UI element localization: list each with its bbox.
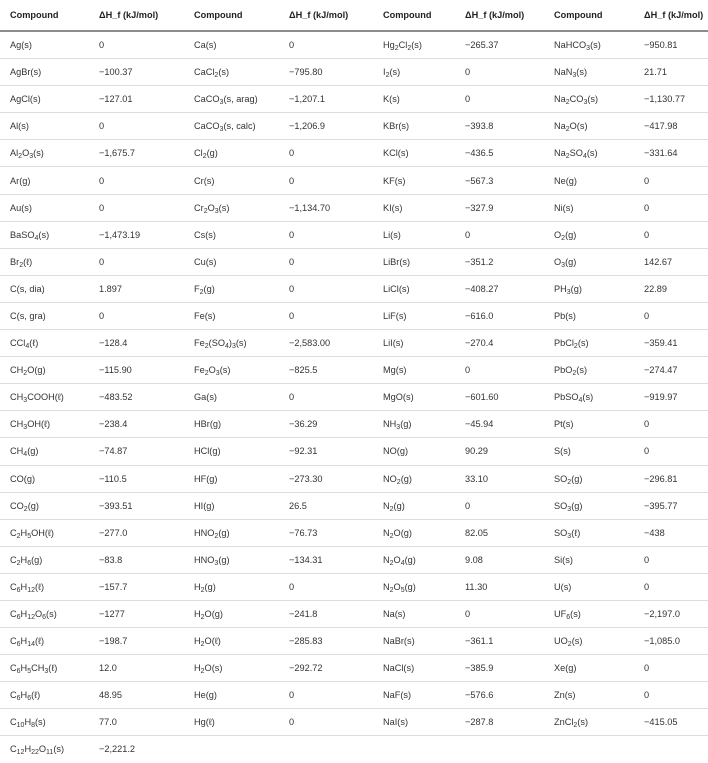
table-row: [0, 709, 708, 736]
compound-cell: Au(s): [0, 194, 89, 221]
compound-cell: AgBr(s): [0, 59, 89, 86]
compound-cell: $C_6H_6(\ell)$: [0, 682, 89, 709]
compound-cell: NaN$_3$(s): [544, 59, 634, 86]
enthalpy-cell: 22.89: [634, 275, 708, 302]
compound-cell: $C_6H_{12}O_6(s)$: [0, 600, 89, 627]
enthalpy-cell: −331.64: [634, 140, 708, 167]
enthalpy-cell: 0: [634, 546, 708, 573]
compound-cell: LiCl(s): [373, 275, 455, 302]
compound-cell: $N_2O_5(g)$: [373, 573, 455, 600]
enthalpy-cell: 0: [634, 194, 708, 221]
enthalpy-cell: −361.1: [455, 628, 544, 655]
table-row: [0, 330, 708, 357]
compound-cell: ZnCl$_2$(s): [544, 709, 634, 736]
enthalpy-cell: −417.98: [634, 113, 708, 140]
enthalpy-cell: 0: [89, 113, 184, 140]
enthalpy-cell: −327.9: [455, 194, 544, 221]
enthalpy-cell: 0: [279, 384, 373, 411]
enthalpy-cell: −395.77: [634, 492, 708, 519]
compound-cell: [373, 736, 455, 763]
enthalpy-column-header: ΔH_f (kJ/mol): [89, 0, 184, 31]
compound-cell: $F_2(g)$: [184, 275, 279, 302]
compound-column-header: Compound: [544, 0, 634, 31]
compound-cell: AgCl(s): [0, 86, 89, 113]
compound-cell: $O_3(g)$: [544, 248, 634, 275]
compound-cell: NaBr(s): [373, 628, 455, 655]
compound-cell: $Na_2CO_3(s)$: [544, 86, 634, 113]
enthalpy-cell: 0: [279, 31, 373, 59]
compound-cell: HBr(g): [184, 411, 279, 438]
compound-cell: $O_2(g)$: [544, 221, 634, 248]
enthalpy-cell: −2,221.2: [99, 744, 136, 755]
enthalpy-cell: 26.5: [279, 492, 373, 519]
enthalpy-cell: −274.47: [634, 357, 708, 384]
compound-cell: $Fe_2(SO_4)_3(s)$: [184, 330, 279, 357]
compound-cell: Al(s): [0, 113, 89, 140]
compound-cell: $Na_2O(s)$: [544, 113, 634, 140]
compound-cell: Pt(s): [544, 411, 634, 438]
enthalpy-cell: 0: [634, 682, 708, 709]
enthalpy-cell: 0: [279, 248, 373, 275]
compound-cell: CaCO$_3$(s, calc): [184, 113, 279, 140]
enthalpy-cell: 142.67: [634, 248, 708, 275]
compound-cell: $H_2O(s)$: [184, 655, 279, 682]
compound-cell: C(s, gra): [0, 302, 89, 329]
table-row: [0, 736, 708, 763]
compound-cell: Mg(s): [373, 357, 455, 384]
compound-cell: $Hg_2Cl_2(s)$: [373, 31, 455, 59]
compound-cell: Na(s): [373, 600, 455, 627]
table-row: [0, 167, 708, 194]
compound-cell: $CH_2O(g)$: [0, 357, 89, 384]
table-row: [0, 302, 708, 329]
table-body: [0, 31, 708, 763]
compound-cell: BaSO$_4$(s): [0, 221, 89, 248]
enthalpy-cell: −1,130.77: [634, 86, 708, 113]
compound-cell: [544, 736, 634, 763]
enthalpy-cell: 90.29: [455, 438, 544, 465]
enthalpy-cell: −359.41: [634, 330, 708, 357]
compound-cell: Si(s): [544, 546, 634, 573]
enthalpy-cell: −296.81: [634, 465, 708, 492]
table-row: [0, 600, 708, 627]
compound-cell: Pb(s): [544, 302, 634, 329]
enthalpy-cell: 0: [634, 221, 708, 248]
compound-cell: LiBr(s): [373, 248, 455, 275]
enthalpy-cell: −134.31: [279, 546, 373, 573]
enthalpy-cell: 9.08: [455, 546, 544, 573]
compound-cell: MgO(s): [373, 384, 455, 411]
compound-cell: $N_2(g)$: [373, 492, 455, 519]
enthalpy-cell: −393.51: [89, 492, 184, 519]
compound-cell: $NO_2(g)$: [373, 465, 455, 492]
enthalpy-cell: −76.73: [279, 519, 373, 546]
enthalpy-cell: 0: [455, 86, 544, 113]
enthalpy-cell: −287.8: [455, 709, 544, 736]
compound-cell: S(s): [544, 438, 634, 465]
compound-cell: $C_{12}H_{22}O_{11}(s)$: [10, 744, 65, 757]
enthalpy-cell: 0: [634, 573, 708, 600]
enthalpy-cell: −92.31: [279, 438, 373, 465]
compound-cell: $Cl_2(g)$: [184, 140, 279, 167]
enthalpy-cell: −277.0: [89, 519, 184, 546]
compound-cell: $Br_2(\ell)$: [0, 248, 89, 275]
enthalpy-cell: −919.97: [634, 384, 708, 411]
enthalpy-cell: −601.60: [455, 384, 544, 411]
compound-column-header: Compound: [0, 0, 89, 31]
compound-cell: $Cr_2O_3(s)$: [184, 194, 279, 221]
enthalpy-cell: [634, 736, 708, 763]
compound-cell: CO(g): [0, 465, 89, 492]
compound-cell: He(g): [184, 682, 279, 709]
compound-cell: HCl(g): [184, 438, 279, 465]
enthalpy-cell: −157.7: [89, 573, 184, 600]
enthalpy-cell: 11.30: [455, 573, 544, 600]
enthalpy-cell: 0: [279, 302, 373, 329]
compound-cell: Ne(g): [544, 167, 634, 194]
enthalpy-cell: −128.4: [89, 330, 184, 357]
enthalpy-cell: 0: [634, 411, 708, 438]
enthalpy-column-header: ΔH_f (kJ/mol): [279, 0, 373, 31]
compound-cell: $C_2H_6(g)$: [0, 546, 89, 573]
compound-cell: Cr(s): [184, 167, 279, 194]
enthalpy-cell: 0: [455, 357, 544, 384]
enthalpy-cell: 0: [455, 59, 544, 86]
table-row: [0, 438, 708, 465]
compound-cell: K(s): [373, 86, 455, 113]
compound-cell: C(s, dia): [0, 275, 89, 302]
table-row: [0, 31, 708, 59]
enthalpy-cell: −567.3: [455, 167, 544, 194]
table-row: [0, 248, 708, 275]
compound-cell: PbCl$_2$(s): [544, 330, 634, 357]
compound-cell: $H_2O(\ell)$: [184, 628, 279, 655]
enthalpy-cell: 0: [634, 438, 708, 465]
header-row: [0, 0, 708, 31]
compound-cell: $SO_3(g)$: [544, 492, 634, 519]
compound-cell: $PH_3(g)$: [544, 275, 634, 302]
compound-cell: $CH_4(g)$: [0, 438, 89, 465]
compound-cell: CCl$_4$(ℓ): [0, 330, 89, 357]
compound-cell: $CO_2(g)$: [0, 492, 89, 519]
enthalpy-cell: −2,197.0: [634, 600, 708, 627]
enthalpy-cell: 48.95: [89, 682, 184, 709]
compound-cell: KF(s): [373, 167, 455, 194]
enthalpy-cell: 0: [89, 31, 184, 59]
enthalpy-cell: 0: [279, 140, 373, 167]
enthalpy-cell: −36.29: [279, 411, 373, 438]
enthalpy-cell: −100.37: [89, 59, 184, 86]
enthalpy-cell: −393.8: [455, 113, 544, 140]
enthalpy-cell: −950.81: [634, 31, 708, 59]
enthalpy-column-header: ΔH_f (kJ/mol): [634, 0, 708, 31]
table-row: [0, 519, 708, 546]
compound-cell: Zn(s): [544, 682, 634, 709]
enthalpy-cell: −576.6: [455, 682, 544, 709]
compound-cell: $H_2O(g)$: [184, 600, 279, 627]
compound-cell: Ni(s): [544, 194, 634, 221]
compound-cell: Ag(s): [0, 31, 89, 59]
enthalpy-cell: −45.94: [455, 411, 544, 438]
compound-cell: HF(g): [184, 465, 279, 492]
table-header: [0, 0, 708, 31]
enthalpy-cell: −83.8: [89, 546, 184, 573]
table-row: [0, 275, 708, 302]
table-row: [0, 492, 708, 519]
compound-cell: PbSO$_4$(s): [544, 384, 634, 411]
compound-cell: $CH_3COOH(\ell)$: [0, 384, 89, 411]
enthalpy-cell: 0: [634, 302, 708, 329]
table-row: [0, 682, 708, 709]
enthalpy-cell: 0: [279, 167, 373, 194]
table-row: [0, 573, 708, 600]
compound-cell: Cs(s): [184, 221, 279, 248]
table-row: [0, 546, 708, 573]
enthalpy-cell: 0: [279, 682, 373, 709]
compound-cell: Ga(s): [184, 384, 279, 411]
enthalpy-cell: −198.7: [89, 628, 184, 655]
enthalpy-cell: 0: [279, 221, 373, 248]
table-row: [0, 384, 708, 411]
enthalpy-cell: −1,206.9: [279, 113, 373, 140]
compound-cell: Fe(s): [184, 302, 279, 329]
enthalpy-cell: [455, 736, 544, 763]
enthalpy-cell: 0: [89, 194, 184, 221]
compound-cell: $HNO_3(g)$: [184, 546, 279, 573]
enthalpy-cell: −273.30: [279, 465, 373, 492]
compound-column-header: Compound: [184, 0, 279, 31]
compound-cell: [184, 736, 279, 763]
enthalpy-cell: −616.0: [455, 302, 544, 329]
compound-cell: CaCO$_3$(s, arag): [184, 86, 279, 113]
enthalpy-cell: −292.72: [279, 655, 373, 682]
compound-cell: HI(g): [184, 492, 279, 519]
compound-cell: NaHCO$_3$(s): [544, 31, 634, 59]
table-row: [0, 86, 708, 113]
table-row: [0, 628, 708, 655]
enthalpy-cell: −2,583.00: [279, 330, 373, 357]
compound-cell: $N_2O_4(g)$: [373, 546, 455, 573]
compound-cell: $C_6H_{14}(\ell)$: [0, 628, 89, 655]
compound-cell: $C_6H_{12}(\ell)$: [0, 573, 89, 600]
enthalpy-cell: −265.37: [455, 31, 544, 59]
enthalpy-cell: 0: [455, 600, 544, 627]
enthalpy-cell: −1,207.1: [279, 86, 373, 113]
enthalpy-cell: 82.05: [455, 519, 544, 546]
compound-cell: Cu(s): [184, 248, 279, 275]
enthalpy-cell: 0: [279, 275, 373, 302]
enthalpy-cell: −1,675.7: [89, 140, 184, 167]
compound-cell: Hg(ℓ): [184, 709, 279, 736]
enthalpy-cell: 1.897: [89, 275, 184, 302]
enthalpy-cell: −825.5: [279, 357, 373, 384]
table-row: [0, 221, 708, 248]
compound-column-header: Compound: [373, 0, 455, 31]
enthalpy-cell: 12.0: [89, 655, 184, 682]
compound-cell: LiF(s): [373, 302, 455, 329]
compound-cell: PbO$_2$(s): [544, 357, 634, 384]
compound-cell: CaCl$_2$(s): [184, 59, 279, 86]
compound-cell: $I_2(s)$: [373, 59, 455, 86]
table-row: [0, 411, 708, 438]
compound-cell: Li(s): [373, 221, 455, 248]
enthalpy-cell: 0: [89, 248, 184, 275]
enthalpy-cell: −270.4: [455, 330, 544, 357]
compound-cell: NO(g): [373, 438, 455, 465]
compound-cell: NaCl(s): [373, 655, 455, 682]
enthalpy-cell: 0: [279, 709, 373, 736]
compound-cell: $N_2O(g)$: [373, 519, 455, 546]
compound-cell: LiI(s): [373, 330, 455, 357]
compound-cell: $UF_6(s)$: [544, 600, 634, 627]
compound-cell: $SO_3(\ell)$: [544, 519, 634, 546]
compound-cell: U(s): [544, 573, 634, 600]
enthalpy-cell: −415.05: [634, 709, 708, 736]
compound-cell: $H_2(g)$: [184, 573, 279, 600]
enthalpy-cell: 0: [634, 655, 708, 682]
table-row: [0, 194, 708, 221]
enthalpy-cell: −115.90: [89, 357, 184, 384]
compound-cell: Xe(g): [544, 655, 634, 682]
enthalpy-cell: −285.83: [279, 628, 373, 655]
compound-cell: $Fe_2O_3(s)$: [184, 357, 279, 384]
enthalpy-cell: −110.5: [89, 465, 184, 492]
compound-cell: $NH_3(g)$: [373, 411, 455, 438]
enthalpy-cell: 77.0: [89, 709, 184, 736]
compound-cell: Ca(s): [184, 31, 279, 59]
enthalpy-cell: −438: [634, 519, 708, 546]
enthalpy-cell: 0: [279, 573, 373, 600]
enthalpy-cell: −1277: [89, 600, 184, 627]
enthalpy-cell: 0: [455, 221, 544, 248]
table-row: [0, 357, 708, 384]
enthalpy-cell: −1,473.19: [89, 221, 184, 248]
compound-cell: $Na_2SO_4(s)$: [544, 140, 634, 167]
enthalpy-cell: −795.80: [279, 59, 373, 86]
compound-cell: Ar(g): [0, 167, 89, 194]
table-row: [0, 465, 708, 492]
enthalpy-cell: −74.87: [89, 438, 184, 465]
compound-cell: KI(s): [373, 194, 455, 221]
enthalpy-cell: 33.10: [455, 465, 544, 492]
table-row: [0, 59, 708, 86]
compound-cell: $C_6H_5CH_3(\ell)$: [0, 655, 89, 682]
enthalpy-cell: −483.52: [89, 384, 184, 411]
compound-cell: $C_2H_5OH(\ell)$: [0, 519, 89, 546]
table-row: [0, 655, 708, 682]
enthalpy-cell: −1,134.70: [279, 194, 373, 221]
enthalpy-cell: 0: [455, 492, 544, 519]
enthalpy-column-header: ΔH_f (kJ/mol): [455, 0, 544, 31]
compound-cell: $HNO_2(g)$: [184, 519, 279, 546]
enthalpy-cell: 0: [89, 302, 184, 329]
compound-cell: KBr(s): [373, 113, 455, 140]
compound-cell: $C_{10}H_8(s)$: [0, 709, 89, 736]
enthalpy-cell: −1,085.0: [634, 628, 708, 655]
enthalpy-cell: 0: [89, 167, 184, 194]
enthalpy-cell: −351.2: [455, 248, 544, 275]
enthalpy-cell: −408.27: [455, 275, 544, 302]
compound-cell: $Al_2O_3(s)$: [0, 140, 89, 167]
enthalpy-cell: −127.01: [89, 86, 184, 113]
compound-cell: NaI(s): [373, 709, 455, 736]
enthalpy-cell: 21.71: [634, 59, 708, 86]
compound-cell: NaF(s): [373, 682, 455, 709]
table-row: [0, 140, 708, 167]
enthalpy-cell: [279, 736, 373, 763]
enthalpy-cell: −385.9: [455, 655, 544, 682]
enthalpy-cell: −436.5: [455, 140, 544, 167]
enthalpy-cell: −238.4: [89, 411, 184, 438]
enthalpy-cell: −241.8: [279, 600, 373, 627]
compound-cell: $SO_2(g)$: [544, 465, 634, 492]
compound-cell: KCl(s): [373, 140, 455, 167]
compound-cell: $CH_3OH(\ell)$: [0, 411, 89, 438]
compound-cell: $UO_2(s)$: [544, 628, 634, 655]
table-row: [0, 113, 708, 140]
enthalpy-cell: 0: [634, 167, 708, 194]
